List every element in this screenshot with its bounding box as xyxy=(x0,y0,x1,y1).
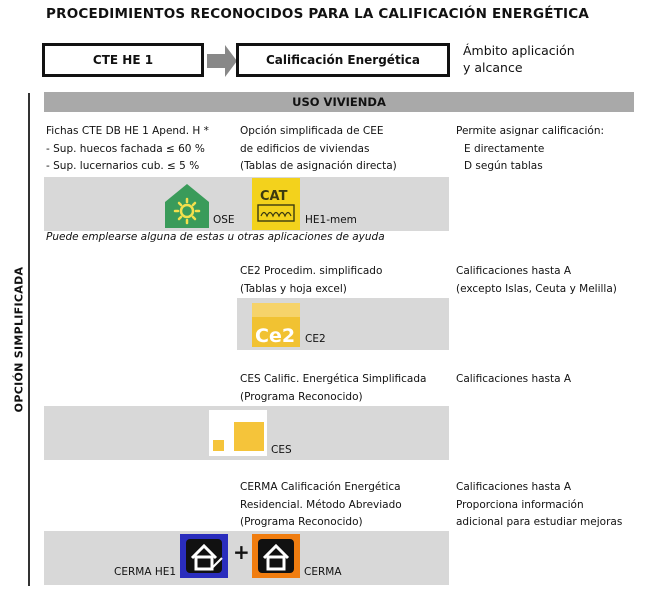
ose-label: OSE xyxy=(213,214,235,226)
row1-left-line: Fichas CTE DB HE 1 Apend. H * xyxy=(46,125,209,137)
help-note: Puede emplearse alguna de estas u otras aplicaciones de ayuda xyxy=(46,231,385,243)
row2-right-text xyxy=(456,263,617,298)
svg-text:Ce2: Ce2 xyxy=(255,325,296,347)
row2-mid-line: (Tablas y hoja excel) xyxy=(240,282,347,295)
row1-logo-band xyxy=(44,177,449,231)
row4-mid-line: Residencial. Método Abreviado xyxy=(240,498,402,511)
row1-right-line: Permite asignar calificación: xyxy=(456,125,605,137)
row3-mid-line: (Programa Reconocido) xyxy=(240,390,363,403)
ambito-line-1: Ámbito aplicación xyxy=(463,43,575,58)
flow-arrow-icon xyxy=(207,45,237,77)
row1-mid-line: (Tablas de asignación directa) xyxy=(240,160,397,172)
row1-right-line: D según tablas xyxy=(464,160,543,172)
cerma-he1-label: CERMA HE1 xyxy=(114,566,177,578)
row1-mid-line: Opción simplificada de CEE xyxy=(240,125,384,137)
row4-right-line: adicional para estudiar mejoras xyxy=(456,516,623,528)
ces-label: CES xyxy=(271,444,292,456)
row2-right-line: Calificaciones hasta A xyxy=(456,265,572,277)
row3-mid-text xyxy=(240,371,426,406)
section-header-uso-vivienda: USO VIVIENDA xyxy=(44,92,634,115)
side-label: OPCIÓN SIMPLIFICADA xyxy=(12,266,26,413)
row4-right-text xyxy=(456,479,622,532)
page-title: PROCEDIMIENTOS RECONOCIDOS PARA LA CALIFICACIÓN ENERGÉTICA xyxy=(46,6,590,22)
row4-mid-line: (Programa Reconocido) xyxy=(240,516,363,528)
ambito-line-2: y alcance xyxy=(463,60,523,75)
cerma-label: CERMA xyxy=(304,566,342,578)
cte-he1-box: CTE HE 1 xyxy=(42,43,204,77)
ce2-label: CE2 xyxy=(305,333,326,345)
row4-right-line: Proporciona información xyxy=(456,498,584,511)
row3-mid-line: CES Calific. Energética Simplificada xyxy=(240,373,427,385)
row4-mid-text xyxy=(240,479,402,532)
svg-text:CAT: CAT xyxy=(260,189,288,204)
row1-mid-text xyxy=(240,123,397,176)
row1-right-text xyxy=(456,123,604,176)
row4-mid-line: CERMA Calificación Energética xyxy=(240,481,401,493)
row4-right-line: Calificaciones hasta A xyxy=(456,481,572,493)
row1-left-line: - Sup. huecos fachada ≤ 60 % xyxy=(46,142,205,155)
ose-logo-icon xyxy=(164,183,210,229)
row2-mid-line: CE2 Procedim. simplificado xyxy=(240,265,383,277)
row1-mid-line: de edificios de viviendas xyxy=(240,142,370,155)
plus-sign: + xyxy=(233,540,250,564)
row2-right-line: (excepto Islas, Ceuta y Melilla) xyxy=(456,282,617,295)
ce2-logo-icon xyxy=(252,303,300,347)
row1-left-line: - Sup. lucernarios cub. ≤ 5 % xyxy=(46,160,200,172)
row2-mid-text xyxy=(240,263,382,298)
ambito-label xyxy=(463,42,575,76)
row3-right-line: Calificaciones hasta A xyxy=(456,373,572,385)
cerma-he1-logo-icon xyxy=(180,534,228,578)
cat-logo-icon xyxy=(252,178,300,230)
row1-right-line: E directamente xyxy=(464,142,545,155)
calificacion-energetica-box: Calificación Energética xyxy=(236,43,450,77)
side-label-wrap xyxy=(4,93,34,586)
row3-right-text xyxy=(456,371,571,389)
row1-left-text xyxy=(46,123,209,176)
cerma-logo-icon xyxy=(252,534,300,578)
he1-mem-label: HE1-mem xyxy=(305,214,357,226)
ces-logo-icon xyxy=(209,410,267,456)
